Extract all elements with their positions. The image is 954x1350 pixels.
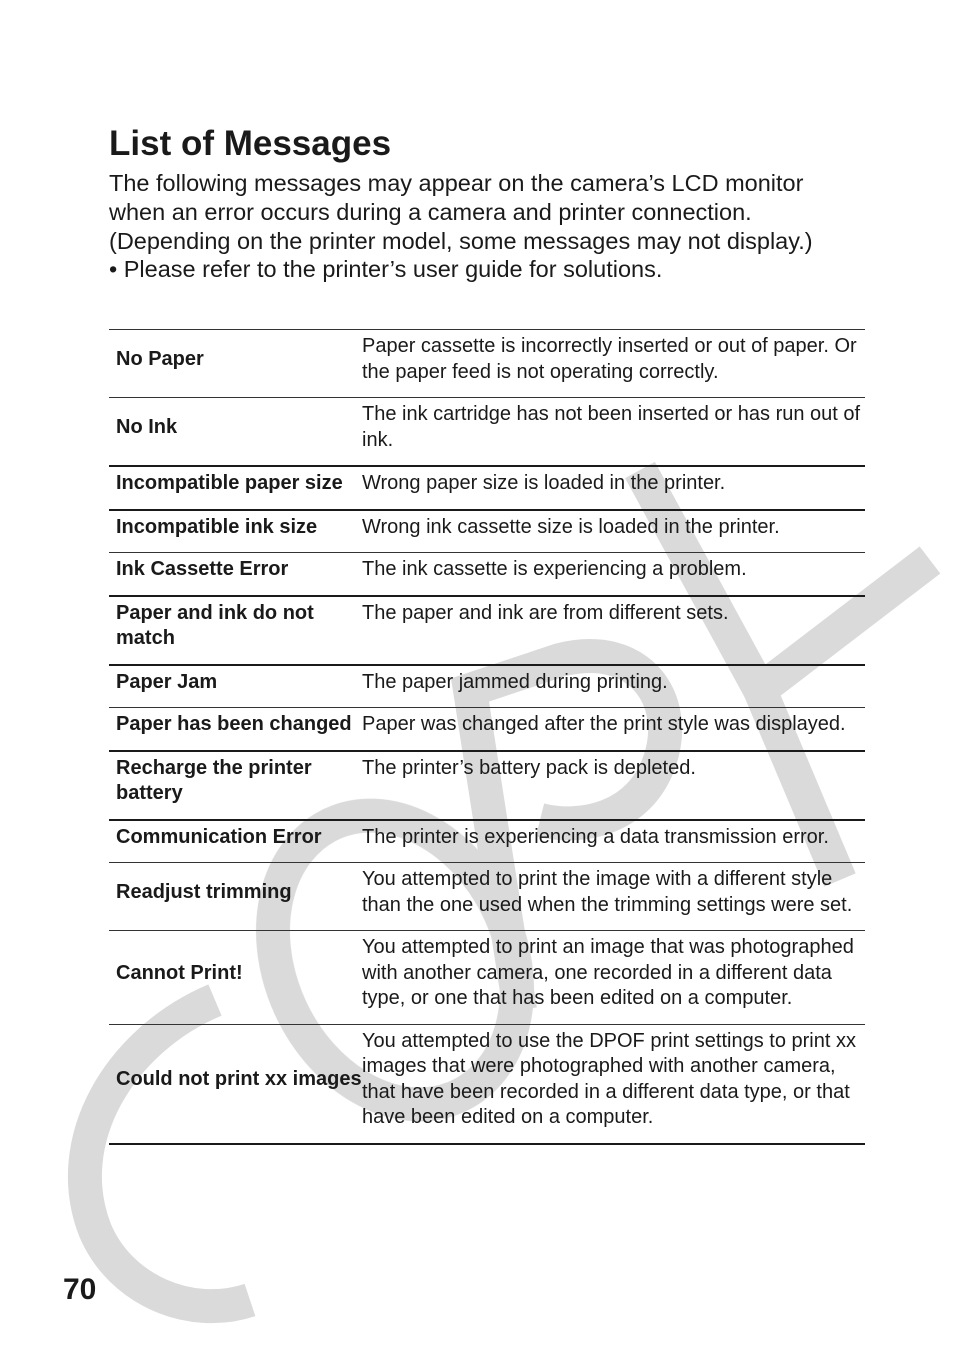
message-name: No Ink <box>116 415 178 438</box>
message-name: No Paper <box>116 347 204 370</box>
message-name: Incompatible paper size <box>116 472 343 494</box>
table-row <box>109 665 865 708</box>
message-description: Paper was changed after the print style was displayed. <box>362 713 846 735</box>
message-description: You attempted to use the DPOF print settings to print xx images that were photographed with another camera, that have been recorded in a different data type, or that have been edited on a computer. <box>362 1029 856 1128</box>
message-description: You attempted to print an image that was photographed with another camera, one recorded in a different data type, or one that has been edited on a computer. <box>362 936 854 1009</box>
table-row <box>109 863 865 931</box>
table-row <box>109 596 865 665</box>
page-title: List of Messages <box>109 124 392 163</box>
message-description: The ink cassette is experiencing a problem. <box>362 558 747 580</box>
message-name: Incompatible ink size <box>116 515 318 538</box>
message-name: Paper Jam <box>116 670 218 693</box>
message-name: Cannot Print! <box>116 961 243 984</box>
page-number: 70 <box>63 1273 97 1306</box>
table-row <box>109 751 865 820</box>
message-name: Recharge the printer battery <box>116 756 312 804</box>
message-name: Could not print xx images <box>116 1067 362 1090</box>
intro-bullet: • Please refer to the printer’s user guide for solutions. <box>109 256 663 283</box>
message-name: Ink Cassette Error <box>116 558 289 580</box>
message-description: The printer’s battery pack is depleted. <box>362 756 696 779</box>
message-description: The paper jammed during printing. <box>362 670 668 693</box>
message-description: You attempted to print the image with a different style than the one used when the trimming settings were set. <box>362 868 853 916</box>
table-row <box>109 708 865 751</box>
table-row <box>109 820 865 863</box>
message-name: Paper has been changed <box>116 713 352 735</box>
message-name: Communication Error <box>116 825 322 848</box>
message-name: Readjust trimming <box>116 880 292 903</box>
message-description: The ink cartridge has not been inserted or has run out of ink. <box>362 403 861 451</box>
intro-paragraph: The following messages may appear on the camera’s LCD monitor when an error occurs during a camera and printer connection. (Depending on the printer model, some messages may not display.) <box>109 170 813 254</box>
message-description: The printer is experiencing a data transmission error. <box>362 825 829 848</box>
intro-text <box>109 169 865 284</box>
message-description: Paper cassette is incorrectly inserted or out of paper. Or the paper feed is not operating correctly. <box>362 335 857 383</box>
messages-table <box>109 329 865 1145</box>
message-description: The paper and ink are from different sets. <box>362 601 729 624</box>
message-description: Wrong paper size is loaded in the printer. <box>362 472 726 494</box>
message-description: Wrong ink cassette size is loaded in the printer. <box>362 515 780 538</box>
table-row <box>109 1024 865 1144</box>
table-row <box>109 553 865 596</box>
message-name: Paper and ink do not match <box>116 601 314 649</box>
table-row <box>109 466 865 510</box>
table-row <box>109 510 865 553</box>
table-row <box>109 931 865 1025</box>
table-row <box>109 398 865 467</box>
table-row <box>109 330 865 398</box>
